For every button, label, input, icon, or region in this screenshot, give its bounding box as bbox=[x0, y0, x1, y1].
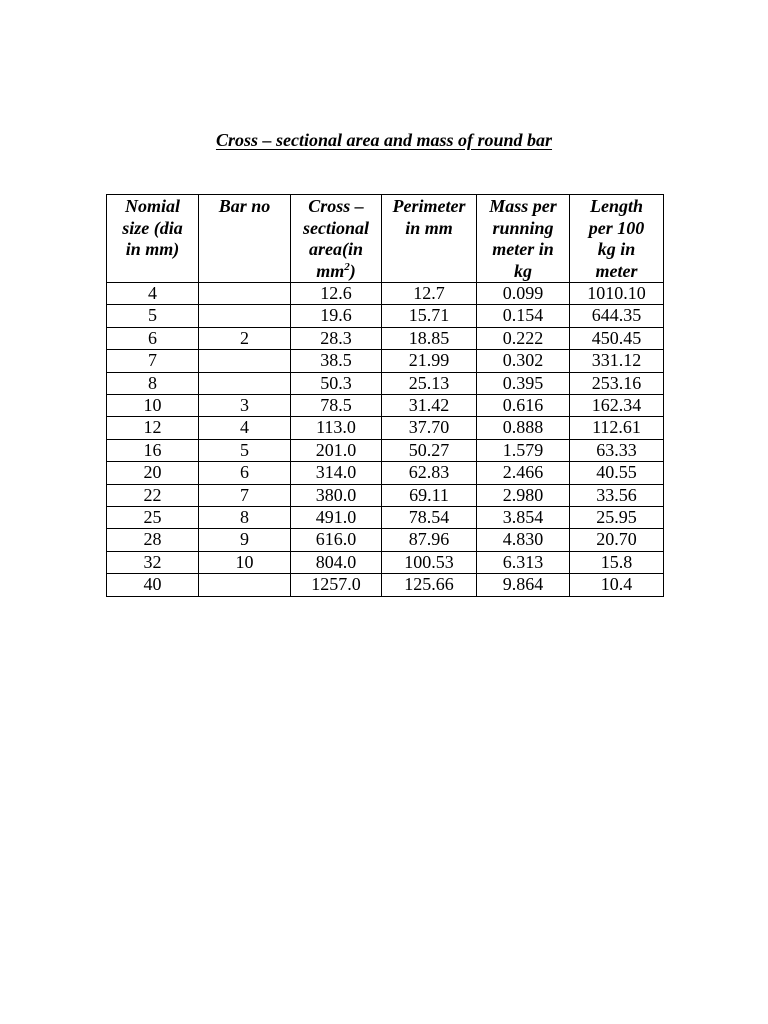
cell-nominal-size: 22 bbox=[107, 484, 199, 506]
cell-cross-sectional-area: 201.0 bbox=[291, 439, 382, 461]
cell-cross-sectional-area: 804.0 bbox=[291, 551, 382, 573]
table-row bbox=[107, 529, 664, 551]
cell-mass-per-meter: 9.864 bbox=[477, 574, 570, 596]
cell-cross-sectional-area: 28.3 bbox=[291, 327, 382, 349]
table-row bbox=[107, 350, 664, 372]
cell-mass-per-meter: 0.616 bbox=[477, 395, 570, 417]
cell-nominal-size: 12 bbox=[107, 417, 199, 439]
table-row bbox=[107, 327, 664, 349]
cell-mass-per-meter: 6.313 bbox=[477, 551, 570, 573]
cell-length-per-100kg: 10.4 bbox=[570, 574, 664, 596]
cell-bar-no: 2 bbox=[199, 327, 291, 349]
document-title: Cross – sectional area and mass of round bar bbox=[215, 130, 553, 150]
cell-mass-per-meter: 3.854 bbox=[477, 507, 570, 529]
cell-bar-no: 9 bbox=[199, 529, 291, 551]
cell-perimeter: 62.83 bbox=[382, 462, 477, 484]
table-row bbox=[107, 551, 664, 573]
cell-cross-sectional-area: 12.6 bbox=[291, 283, 382, 305]
cell-nominal-size: 7 bbox=[107, 350, 199, 372]
cell-perimeter: 125.66 bbox=[382, 574, 477, 596]
cell-nominal-size: 10 bbox=[107, 395, 199, 417]
cell-perimeter: 78.54 bbox=[382, 507, 477, 529]
cell-nominal-size: 6 bbox=[107, 327, 199, 349]
cell-nominal-size: 16 bbox=[107, 439, 199, 461]
cell-length-per-100kg: 40.55 bbox=[570, 462, 664, 484]
table-row bbox=[107, 417, 664, 439]
cell-length-per-100kg: 644.35 bbox=[570, 305, 664, 327]
cell-perimeter: 18.85 bbox=[382, 327, 477, 349]
table-row bbox=[107, 439, 664, 461]
cell-length-per-100kg: 63.33 bbox=[570, 439, 664, 461]
cell-length-per-100kg: 25.95 bbox=[570, 507, 664, 529]
cell-mass-per-meter: 4.830 bbox=[477, 529, 570, 551]
cell-cross-sectional-area: 491.0 bbox=[291, 507, 382, 529]
cell-cross-sectional-area: 50.3 bbox=[291, 372, 382, 394]
cell-bar-no bbox=[199, 350, 291, 372]
cell-cross-sectional-area: 113.0 bbox=[291, 417, 382, 439]
cell-cross-sectional-area: 314.0 bbox=[291, 462, 382, 484]
cell-nominal-size: 25 bbox=[107, 507, 199, 529]
cell-mass-per-meter: 1.579 bbox=[477, 439, 570, 461]
cell-bar-no: 10 bbox=[199, 551, 291, 573]
table-row bbox=[107, 305, 664, 327]
cell-length-per-100kg: 331.12 bbox=[570, 350, 664, 372]
cell-perimeter: 87.96 bbox=[382, 529, 477, 551]
cell-perimeter: 12.7 bbox=[382, 283, 477, 305]
cell-bar-no: 6 bbox=[199, 462, 291, 484]
cell-nominal-size: 28 bbox=[107, 529, 199, 551]
cell-mass-per-meter: 0.888 bbox=[477, 417, 570, 439]
cell-bar-no bbox=[199, 283, 291, 305]
cell-mass-per-meter: 0.154 bbox=[477, 305, 570, 327]
cell-cross-sectional-area: 380.0 bbox=[291, 484, 382, 506]
cell-cross-sectional-area: 78.5 bbox=[291, 395, 382, 417]
cell-length-per-100kg: 33.56 bbox=[570, 484, 664, 506]
header-nominal-size: Nomial size (dia in mm) bbox=[107, 195, 199, 283]
cell-cross-sectional-area: 1257.0 bbox=[291, 574, 382, 596]
table-body bbox=[107, 283, 664, 597]
cell-length-per-100kg: 20.70 bbox=[570, 529, 664, 551]
header-cross-sectional-area: Cross – sectional area(in $mm^2$) bbox=[291, 195, 382, 283]
cell-length-per-100kg: 15.8 bbox=[570, 551, 664, 573]
cell-nominal-size: 32 bbox=[107, 551, 199, 573]
cell-nominal-size: 40 bbox=[107, 574, 199, 596]
cell-mass-per-meter: 0.222 bbox=[477, 327, 570, 349]
cell-perimeter: 69.11 bbox=[382, 484, 477, 506]
cell-length-per-100kg: 253.16 bbox=[570, 372, 664, 394]
table-row bbox=[107, 372, 664, 394]
cell-mass-per-meter: 2.466 bbox=[477, 462, 570, 484]
cell-mass-per-meter: 0.099 bbox=[477, 283, 570, 305]
table-header-row bbox=[107, 195, 664, 283]
cell-perimeter: 50.27 bbox=[382, 439, 477, 461]
cell-cross-sectional-area: 38.5 bbox=[291, 350, 382, 372]
cell-bar-no: 4 bbox=[199, 417, 291, 439]
cell-length-per-100kg: 162.34 bbox=[570, 395, 664, 417]
cell-length-per-100kg: 450.45 bbox=[570, 327, 664, 349]
cell-perimeter: 100.53 bbox=[382, 551, 477, 573]
cell-perimeter: 15.71 bbox=[382, 305, 477, 327]
cell-mass-per-meter: 0.302 bbox=[477, 350, 570, 372]
cell-bar-no: 3 bbox=[199, 395, 291, 417]
cell-perimeter: 21.99 bbox=[382, 350, 477, 372]
round-bar-table bbox=[106, 194, 664, 597]
cell-nominal-size: 4 bbox=[107, 283, 199, 305]
header-length-per-100kg: Length per 100 kg in meter bbox=[570, 195, 664, 283]
table-row bbox=[107, 395, 664, 417]
header-perimeter: Perimeter in mm bbox=[382, 195, 477, 283]
header-mass-per-meter: Mass per running meter in kg bbox=[477, 195, 570, 283]
cell-nominal-size: 20 bbox=[107, 462, 199, 484]
cell-bar-no: 8 bbox=[199, 507, 291, 529]
cell-mass-per-meter: 0.395 bbox=[477, 372, 570, 394]
header-bar-no: Bar no bbox=[199, 195, 291, 283]
cell-bar-no bbox=[199, 372, 291, 394]
cell-nominal-size: 8 bbox=[107, 372, 199, 394]
cell-mass-per-meter: 2.980 bbox=[477, 484, 570, 506]
cell-bar-no: 7 bbox=[199, 484, 291, 506]
cell-cross-sectional-area: 19.6 bbox=[291, 305, 382, 327]
table-row bbox=[107, 283, 664, 305]
table-row bbox=[107, 574, 664, 596]
cell-length-per-100kg: 1010.10 bbox=[570, 283, 664, 305]
table-row bbox=[107, 484, 664, 506]
cell-bar-no: 5 bbox=[199, 439, 291, 461]
cell-perimeter: 37.70 bbox=[382, 417, 477, 439]
table-row bbox=[107, 507, 664, 529]
cell-perimeter: 25.13 bbox=[382, 372, 477, 394]
cell-length-per-100kg: 112.61 bbox=[570, 417, 664, 439]
cell-perimeter: 31.42 bbox=[382, 395, 477, 417]
cell-bar-no bbox=[199, 305, 291, 327]
cell-nominal-size: 5 bbox=[107, 305, 199, 327]
cell-bar-no bbox=[199, 574, 291, 596]
cell-cross-sectional-area: 616.0 bbox=[291, 529, 382, 551]
table-row bbox=[107, 462, 664, 484]
